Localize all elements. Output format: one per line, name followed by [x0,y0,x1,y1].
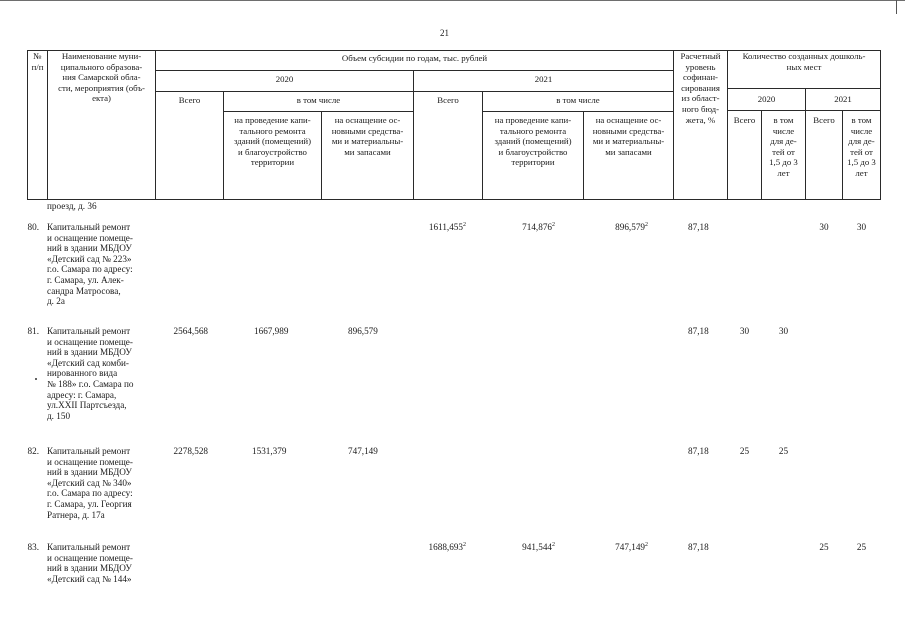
col-border-right [880,50,881,200]
equip-2021: 896,579$^2$ [615,221,648,232]
level-value: 87,18 [688,446,709,456]
col-border-left [27,50,28,200]
row-num: 80. [27,222,39,232]
places-total-2020: 25 [739,446,750,456]
col-border-name [155,50,156,200]
places-total-2021: 25 [819,542,829,552]
col-border-places-2020 [805,88,806,200]
header-line-places-sub [727,110,880,111]
row-name: Капитальный ремонт и оснащение помеще- ний в здании МБДОУ «Детский сад № 340» г.о. Самара по адресу: г. Самара, ул. Георгия Ратнера, д. 17а [47,446,133,520]
level-value: 87,18 [688,326,709,336]
header-places: Количество созданных дошколь- ных мест [742,51,866,72]
page-number: 21 [440,28,449,38]
row-name: Капитальный ремонт и оснащение помеще- ний в здании МБДОУ «Детский сад комби- нированного вида № 188» г.о. Самара по адресу: г. Самара, ул.XXII Партсъезда, д. 150 [47,326,134,421]
total-2020: 2278,528 [173,446,208,456]
repair-2020: 1531,379 [252,446,287,456]
equip-2020: 896,579 [348,326,378,336]
header-total-2021: Всего [437,95,459,105]
header-repair-2020: на проведение капи- тального ремонта зданий (помещений) и благоустройство территории [233,115,312,168]
header-line-sub-2020 [223,111,413,112]
places-children-2020: 25 [778,446,789,456]
header-level: Расчетный уровень софинан- сирования из област- ного бюд- жета, % [680,51,721,125]
row-name: Капитальный ремонт и оснащение помеще- ний в здании МБДОУ «Детский сад № 223» г.о. Самара по адресу: г. Самара, ул. Алек- сандра Матросова, д. 2а [47,222,133,307]
places-total-2020: 30 [739,326,750,336]
header-places-children-2021: в том числе для де- тей от 1,5 до 3 лет [847,115,876,178]
header-line-including [155,91,673,92]
header-num: № п/п [31,51,44,72]
equip-2021: 747,149$^2$ [615,541,648,552]
header-repair-2021: на проведение капи- тального ремонта зданий (помещений) и благоустройство территории [494,115,572,168]
level-value: 87,18 [688,222,709,232]
repair-2020: 1667,989 [254,326,289,336]
equip-2020: 747,149 [348,446,378,456]
header-including-2021: в том числе [556,95,600,105]
header-including-2020: в том числе [296,95,341,105]
header-places-2021: 2021 [834,94,852,104]
repair-2021: 941,544$^2$ [522,541,555,552]
continuation-text: проезд, д. 36 [47,201,97,211]
total-2021: 1611,455$^2$ [428,221,466,232]
header-places-total-2021: Всего [813,115,835,125]
row-num: 83. [27,542,39,552]
total-2021: 1688,693$^2$ [428,541,466,552]
header-equip-2021: на оснащение ос- новными средства- ми и материальны- ми запасами [592,115,665,157]
header-year-2020: 2020 [275,74,294,84]
repair-2021: 714,876$^2$ [522,221,555,232]
header-line-places-years [727,88,880,89]
header-line-sub-2021 [482,111,673,112]
header-subsidy-title: Объем субсидии по годам, тыс. рублей [341,53,488,63]
header-places-total-2020: Всего [733,115,756,125]
header-line-years [155,70,673,71]
total-2020: 2564,568 [173,326,208,336]
header-name: Наименование муни- ципального образова- ния Самарской обла- сти, мероприятия (объ- екта) [58,51,145,104]
table-header [0,0,905,200]
header-places-children-2020: в том числе для де- тей от 1,5 до 3 лет [769,115,798,178]
col-border-2020 [413,70,414,200]
places-total-2021: 30 [819,222,829,232]
row-num: 82. [27,446,39,456]
scan-speck [35,378,37,380]
level-value: 87,18 [688,542,709,552]
places-children-2021: 30 [856,222,867,232]
row-num: 81. [27,326,39,336]
places-children-2020: 30 [778,326,789,336]
row-name: Капитальный ремонт и оснащение помеще- ний в здании МБДОУ «Детский сад № 144» [47,542,133,584]
places-children-2021: 25 [856,542,867,552]
header-places-2020: 2020 [757,94,776,104]
header-total-2020: Всего [178,95,201,105]
header-year-2021: 2021 [534,74,553,84]
header-equip-2020: на оснащение ос- новными средства- ми и материальны- ми запасами [331,115,404,157]
